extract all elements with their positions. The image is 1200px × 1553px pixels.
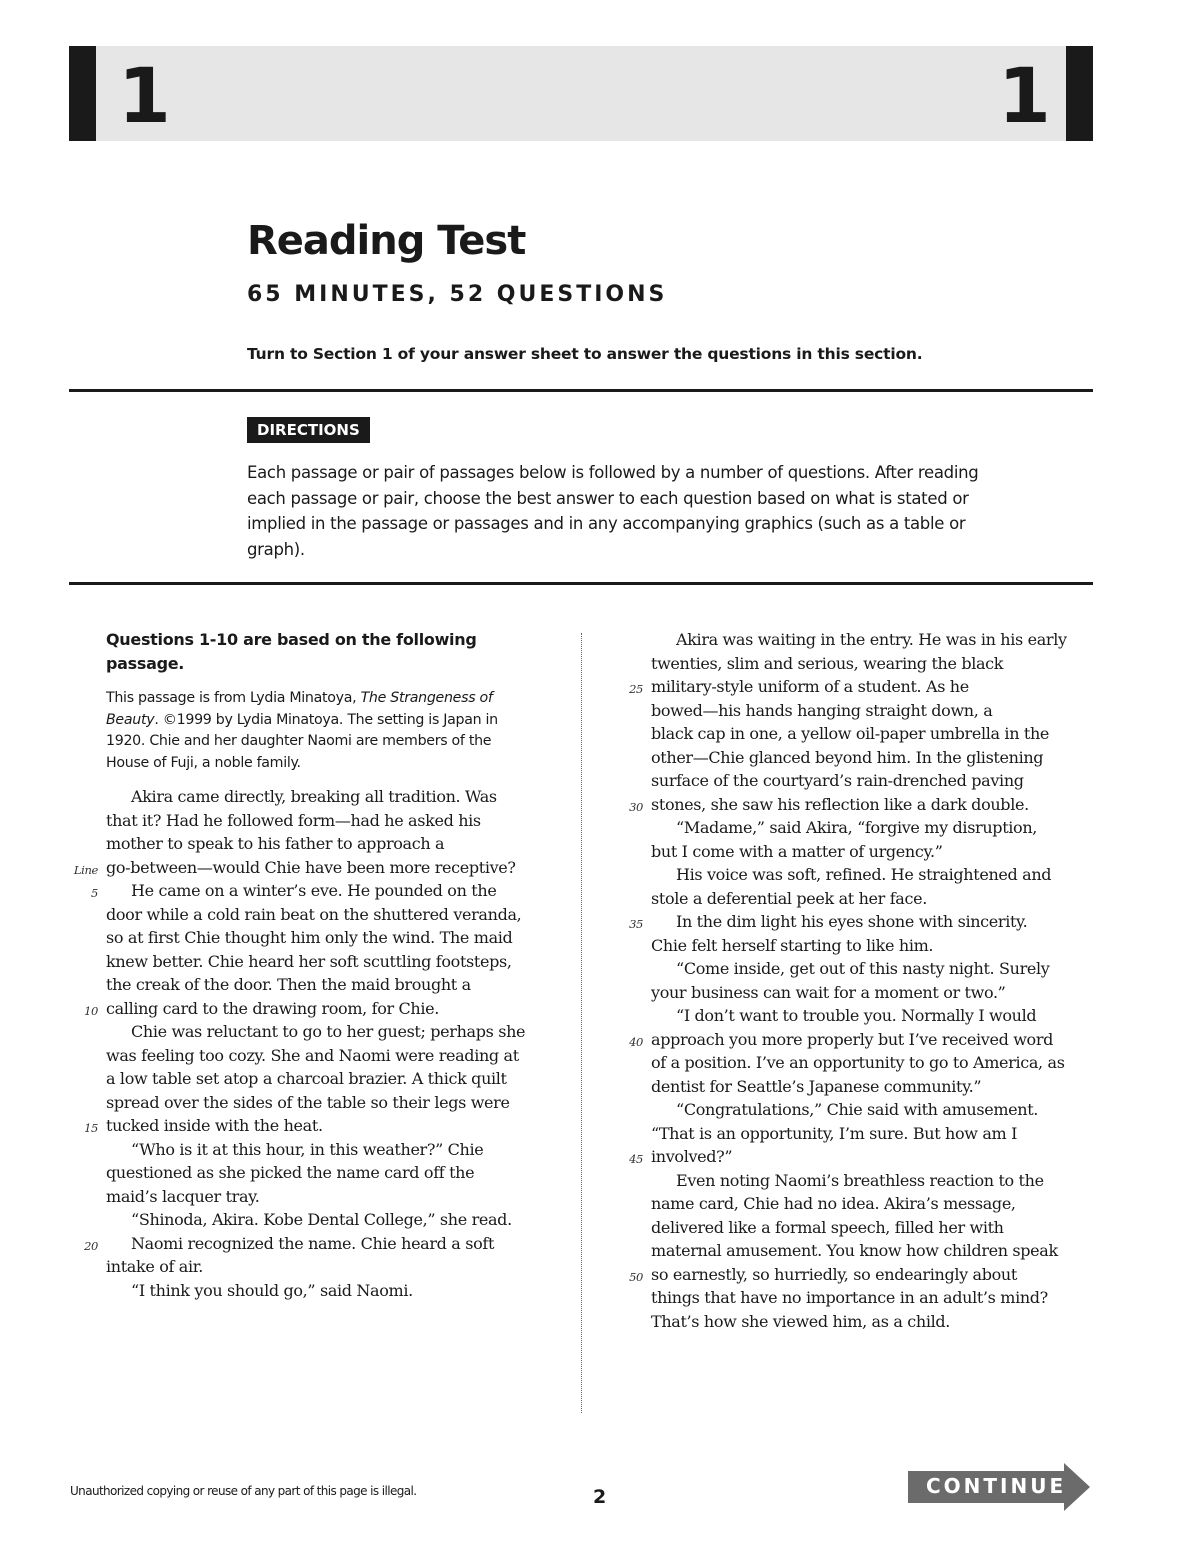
line-number: 45 — [629, 1152, 643, 1166]
passage-text: “Madame,” said Akira, “forgive my disruption, — [676, 818, 1038, 837]
passage-text: stones, she saw his reflection like a dark double. — [651, 794, 1029, 814]
copyright-notice: Unauthorized copying or reuse of any part of this page is illegal. — [70, 1484, 417, 1498]
line-number: Line — [73, 862, 98, 877]
passage-line — [651, 1192, 1101, 1216]
section-header-band — [69, 46, 1093, 141]
passage-line — [106, 950, 556, 974]
passage-text: “Congratulations,” Chie said with amusement. — [676, 1100, 1039, 1119]
passage-line — [106, 1279, 556, 1303]
passage-text: Chie was reluctant to go to her guest; perhaps she — [131, 1022, 526, 1041]
answer-sheet-instruction: Turn to Section 1 of your answer sheet to answer the questions in this section. — [247, 345, 923, 363]
passage-line — [106, 785, 556, 809]
passage-text: calling card to the drawing room, for Chie. — [106, 998, 439, 1018]
passage-line — [651, 840, 1101, 864]
passage-text: that it? Had he followed form—had he asked his — [106, 810, 481, 830]
passage-text: tucked inside with the heat. — [106, 1116, 323, 1135]
passage-text: but I come with a matter of urgency.” — [651, 841, 943, 861]
passage-line — [106, 1067, 556, 1091]
passage-line — [106, 1138, 556, 1162]
page-title: Reading Test — [247, 218, 526, 264]
passage-line — [651, 887, 1101, 911]
passage-line — [629, 910, 1101, 934]
passage-line — [629, 1145, 1101, 1169]
passage-line — [651, 981, 1101, 1005]
source-line — [106, 688, 546, 710]
section-number-left: 1 — [118, 51, 171, 140]
passage-text: “Shinoda, Akira. Kobe Dental College,” she read. — [131, 1210, 512, 1229]
line-number: 15 — [84, 1121, 98, 1135]
passage-line — [651, 769, 1101, 793]
passage-text: In the dim light his eyes shone with sincerity. — [676, 912, 1028, 931]
passage-text: go-between—would Chie have been more receptive? — [106, 857, 516, 877]
passage-text: maid’s lacquer tray. — [106, 1186, 260, 1206]
source-text: . ©1999 by Lydia Minatoya. The setting is Japan in — [154, 711, 498, 728]
source-line — [106, 710, 546, 732]
passage-line — [651, 699, 1101, 723]
line-number: 25 — [629, 682, 643, 696]
passage-text: bowed—his hands hanging straight down, a — [651, 700, 993, 720]
passage-text: questioned as she picked the name card off the — [106, 1163, 475, 1182]
passage-source-note — [106, 688, 546, 774]
passage-line — [651, 1004, 1101, 1028]
passage-text: of a position. I’ve an opportunity to go to America, as — [651, 1053, 1065, 1072]
passage-line — [106, 1185, 556, 1209]
passage-text: delivered like a formal speech, filled her with — [651, 1217, 1004, 1237]
passage-line — [106, 903, 556, 927]
source-line: House of Fuji, a noble family. — [106, 754, 301, 771]
passage-text: “That is an opportunity, I’m sure. But how am I — [651, 1123, 1018, 1143]
passage-line — [106, 1044, 556, 1068]
line-number: 5 — [91, 886, 98, 900]
passage-text: was feeling too cozy. She and Naomi were reading at — [106, 1045, 519, 1065]
passage-text: black cap in one, a yellow oil-paper umbrella in the — [651, 724, 1050, 743]
directions-line: each passage or pair, choose the best answer to each question based on what is stated or — [247, 488, 969, 508]
passage-line — [73, 856, 556, 880]
header-bar-left — [69, 46, 96, 141]
divider-top — [69, 389, 1093, 392]
directions-line: implied in the passage or passages and in any accompanying graphics (such as a table or — [247, 514, 966, 533]
passage-text: “Come inside, get out of this nasty night. Surely — [676, 959, 1050, 978]
passage-line — [651, 652, 1101, 676]
passage-text: other—Chie glanced beyond him. In the glistening — [651, 747, 1044, 767]
passage-line — [84, 1114, 556, 1138]
passage-text: He came on a winter’s eve. He pounded on the — [131, 881, 497, 900]
section-number-right: 1 — [998, 51, 1051, 140]
passage-line — [106, 926, 556, 950]
passage-left-column — [73, 785, 556, 1302]
passage-text: military-style uniform of a student. As he — [651, 677, 969, 696]
passage-text: intake of air. — [106, 1257, 204, 1276]
continue-label: CONTINUE — [926, 1474, 1067, 1498]
passage-line — [651, 1169, 1101, 1193]
passage-line — [651, 1075, 1101, 1099]
passage-line — [651, 1216, 1101, 1240]
passage-text: so at first Chie thought him only the wind. The maid — [106, 928, 513, 947]
passage-text: your business can wait for a moment or two.” — [651, 982, 1006, 1002]
directions-label: DIRECTIONS — [247, 417, 370, 443]
passage-line — [106, 1091, 556, 1115]
passage-text: twenties, slim and serious, wearing the black — [651, 653, 1004, 673]
passage-text: “Who is it at this hour, in this weather?” Chie — [131, 1139, 484, 1159]
line-number: 10 — [84, 1003, 98, 1018]
column-divider — [581, 633, 582, 1413]
passage-text: mother to speak to his father to approach a — [106, 834, 445, 853]
source-text: This passage is from Lydia Minatoya, — [106, 690, 361, 706]
passage-line — [651, 722, 1101, 746]
passage-text: door while a cold rain beat on the shuttered veranda, — [106, 904, 522, 924]
passage-line — [629, 675, 1101, 699]
line-number: 40 — [629, 1034, 643, 1049]
passage-line — [106, 1208, 556, 1232]
passage-text: Akira was waiting in the entry. He was in his early — [676, 630, 1067, 649]
divider-bottom — [69, 582, 1093, 585]
passage-text: a low table set atop a charcoal brazier. A thick quilt — [106, 1069, 507, 1088]
passage-line — [629, 793, 1101, 817]
passage-line — [651, 1122, 1101, 1146]
passage-line — [651, 934, 1101, 958]
passage-line — [651, 1286, 1101, 1310]
line-number: 20 — [84, 1238, 98, 1253]
passage-text: Akira came directly, breaking all tradition. Was — [131, 787, 497, 806]
book-title: The Strangeness of — [360, 690, 493, 706]
questions-heading — [106, 628, 526, 676]
passage-line — [651, 746, 1101, 770]
passage-line — [651, 816, 1101, 840]
passage-text: approach you more properly but I’ve received word — [651, 1029, 1054, 1049]
passage-text: “I think you should go,” said Naomi. — [131, 1280, 413, 1300]
passage-text: His voice was soft, refined. He straightened and — [676, 865, 1052, 884]
questions-heading-line: Questions 1-10 are based on the following — [106, 630, 477, 649]
passage-line — [651, 863, 1101, 887]
passage-text: dentist for Seattle’s Japanese community.” — [651, 1076, 982, 1096]
passage-text: spread over the sides of the table so their legs were — [106, 1092, 510, 1112]
passage-line — [106, 1020, 556, 1044]
passage-text: maternal amusement. You know how children speak — [651, 1241, 1058, 1260]
directions-line: graph). — [247, 539, 305, 559]
test-duration: 65 MINUTES, 52 QUESTIONS — [247, 282, 668, 307]
passage-right-column — [629, 628, 1101, 1333]
passage-text: knew better. Chie heard her soft scuttling footsteps, — [106, 951, 512, 971]
passage-line — [629, 1028, 1101, 1052]
passage-line — [106, 809, 556, 833]
passage-text: Naomi recognized the name. Chie heard a soft — [131, 1233, 495, 1253]
passage-text: stole a deferential peek at her face. — [651, 888, 927, 908]
passage-line — [106, 1161, 556, 1185]
continue-button[interactable] — [908, 1463, 1090, 1511]
passage-text: That’s how she viewed him, as a child. — [651, 1311, 950, 1331]
passage-line — [106, 1255, 556, 1279]
questions-heading-line: passage. — [106, 654, 185, 673]
passage-text: “I don’t want to trouble you. Normally I would — [676, 1006, 1037, 1025]
line-number: 50 — [629, 1269, 643, 1284]
passage-text: things that have no importance in an adult’s mind? — [651, 1288, 1048, 1307]
passage-line — [106, 832, 556, 856]
book-title: Beauty — [106, 711, 155, 728]
passage-line — [91, 879, 556, 903]
passage-line — [651, 1098, 1101, 1122]
header-bar-right — [1066, 46, 1093, 141]
directions-text — [247, 460, 1007, 562]
page-number: 2 — [593, 1486, 607, 1508]
passage-text: so earnestly, so hurriedly, so endearingly about — [651, 1264, 1017, 1284]
passage-line — [84, 1232, 556, 1256]
source-line: 1920. Chie and her daughter Naomi are members of the — [106, 733, 492, 749]
passage-text: Chie felt herself starting to like him. — [651, 935, 934, 955]
passage-text: involved?” — [651, 1147, 733, 1166]
passage-line — [106, 973, 556, 997]
passage-text: the creak of the door. Then the maid brought a — [106, 975, 471, 994]
passage-text: Even noting Naomi’s breathless reaction to the — [676, 1170, 1044, 1190]
passage-line — [629, 1263, 1101, 1287]
passage-text: name card, Chie had no idea. Akira’s message, — [651, 1194, 1016, 1213]
passage-line — [84, 997, 556, 1021]
line-number: 35 — [629, 917, 643, 931]
passage-text: surface of the courtyard’s rain-drenched paving — [651, 771, 1024, 790]
passage-line — [651, 1051, 1101, 1075]
passage-line — [651, 1239, 1101, 1263]
directions-line: Each passage or pair of passages below is followed by a number of questions. After reading — [247, 463, 979, 482]
passage-line — [651, 628, 1101, 652]
line-number: 30 — [629, 799, 643, 814]
passage-line — [651, 1310, 1101, 1334]
passage-line — [651, 957, 1101, 981]
